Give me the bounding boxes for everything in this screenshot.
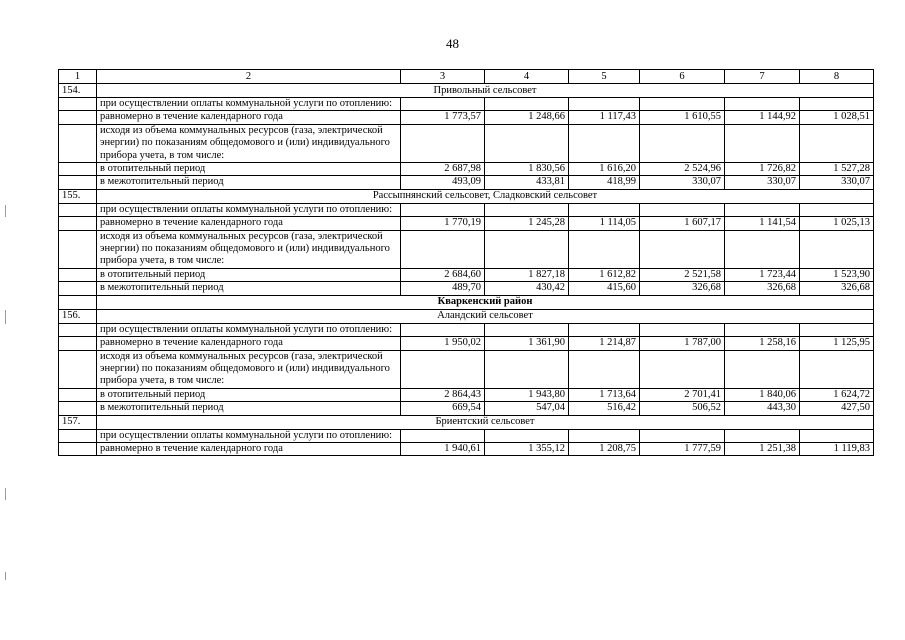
value-cell: 2 701,41: [640, 388, 725, 401]
row-label: в отопительный период: [97, 268, 401, 281]
value-cell: 506,52: [640, 402, 725, 415]
empty-cell: [569, 350, 640, 388]
value-cell: 493,09: [401, 176, 485, 189]
value-cell: 1 840,06: [725, 388, 800, 401]
value-cell: 1 248,66: [485, 111, 569, 124]
value-cell: 1 245,28: [485, 217, 569, 230]
empty-cell: [640, 124, 725, 162]
empty-cell: [569, 429, 640, 442]
row-label: при осуществлении оплаты коммунальной услуги по отоплению:: [97, 323, 401, 336]
value-cell: 1 612,82: [569, 268, 640, 281]
value-cell: 1 624,72: [800, 388, 874, 401]
empty-cell: [569, 98, 640, 111]
text-row: [59, 429, 874, 442]
value-cell: 415,60: [569, 282, 640, 295]
header-cell: 7: [725, 70, 800, 84]
value-cell: 326,68: [800, 282, 874, 295]
value-cell: 1 125,95: [800, 337, 874, 350]
value-cell: 330,07: [725, 176, 800, 189]
value-cell: 1 827,18: [485, 268, 569, 281]
header-cell: 6: [640, 70, 725, 84]
row-index-cell: [59, 124, 97, 162]
empty-cell: [485, 429, 569, 442]
value-cell: 2 864,43: [401, 388, 485, 401]
empty-cell: [569, 203, 640, 216]
empty-cell: [800, 98, 874, 111]
section-title: Привольный сельсовет: [97, 84, 874, 98]
value-cell: 1 114,05: [569, 217, 640, 230]
row-label: равномерно в течение календарного года: [97, 337, 401, 350]
text-row: [59, 230, 874, 268]
empty-cell: [401, 350, 485, 388]
empty-cell: [800, 323, 874, 336]
empty-cell: [569, 230, 640, 268]
data-row: [59, 217, 874, 230]
empty-cell: [485, 98, 569, 111]
row-label: при осуществлении оплаты коммунальной услуги по отоплению:: [97, 429, 401, 442]
value-cell: 489,70: [401, 282, 485, 295]
data-row: [59, 337, 874, 350]
empty-cell: [725, 323, 800, 336]
value-cell: 1 607,17: [640, 217, 725, 230]
value-cell: 669,54: [401, 402, 485, 415]
empty-cell: [800, 350, 874, 388]
empty-cell: [485, 230, 569, 268]
data-row: [59, 163, 874, 176]
value-cell: 2 684,60: [401, 268, 485, 281]
empty-cell: [569, 124, 640, 162]
district-index-cell: [59, 295, 97, 309]
row-index-cell: [59, 323, 97, 336]
empty-cell: [725, 203, 800, 216]
tariff-table: [58, 69, 874, 456]
empty-cell: [485, 350, 569, 388]
empty-cell: [640, 429, 725, 442]
value-cell: 1 950,02: [401, 337, 485, 350]
value-cell: 430,42: [485, 282, 569, 295]
row-index-cell: [59, 402, 97, 415]
empty-cell: [800, 230, 874, 268]
table-body: [59, 70, 874, 456]
empty-cell: [725, 124, 800, 162]
empty-cell: [640, 323, 725, 336]
section-index: 157.: [59, 415, 97, 429]
row-index-cell: [59, 388, 97, 401]
value-cell: 1 777,59: [640, 442, 725, 455]
row-label: равномерно в течение календарного года: [97, 442, 401, 455]
row-index-cell: [59, 282, 97, 295]
row-label: при осуществлении оплаты коммунальной услуги по отоплению:: [97, 203, 401, 216]
value-cell: 326,68: [725, 282, 800, 295]
row-label: в межотопительный период: [97, 282, 401, 295]
empty-cell: [640, 203, 725, 216]
scan-artifact: [5, 572, 6, 580]
section-row: [59, 189, 874, 203]
row-index-cell: [59, 442, 97, 455]
empty-cell: [725, 350, 800, 388]
row-index-cell: [59, 268, 97, 281]
value-cell: 1 025,13: [800, 217, 874, 230]
empty-cell: [800, 124, 874, 162]
value-cell: 1 723,44: [725, 268, 800, 281]
row-label: в отопительный период: [97, 388, 401, 401]
empty-cell: [640, 350, 725, 388]
section-row: [59, 309, 874, 323]
value-cell: 1 208,75: [569, 442, 640, 455]
empty-cell: [725, 230, 800, 268]
row-index-cell: [59, 98, 97, 111]
data-row: [59, 268, 874, 281]
section-row: [59, 84, 874, 98]
data-row: [59, 111, 874, 124]
district-title: Кваркенский район: [97, 295, 874, 309]
value-cell: 1 119,83: [800, 442, 874, 455]
empty-cell: [401, 203, 485, 216]
row-label: исходя из объема коммунальных ресурсов (газа, электрической энергии) по показаниям общедомового и (или) индивидуального прибора учета, в том числе:: [97, 350, 401, 388]
row-index-cell: [59, 429, 97, 442]
value-cell: 1 830,56: [485, 163, 569, 176]
row-index-cell: [59, 203, 97, 216]
section-title: Аландский сельсовет: [97, 309, 874, 323]
value-cell: 1 770,19: [401, 217, 485, 230]
value-cell: 418,99: [569, 176, 640, 189]
value-cell: 2 524,96: [640, 163, 725, 176]
row-label: в межотопительный период: [97, 176, 401, 189]
data-row: [59, 176, 874, 189]
value-cell: 1 144,92: [725, 111, 800, 124]
row-label: в отопительный период: [97, 163, 401, 176]
text-row: [59, 203, 874, 216]
value-cell: 330,07: [640, 176, 725, 189]
scan-artifact: [5, 488, 6, 500]
header-cell: 1: [59, 70, 97, 84]
row-label: равномерно в течение календарного года: [97, 217, 401, 230]
row-label: исходя из объема коммунальных ресурсов (газа, электрической энергии) по показаниям общедомового и (или) индивидуального прибора учета, в том числе:: [97, 230, 401, 268]
header-cell: 3: [401, 70, 485, 84]
value-cell: 1 361,90: [485, 337, 569, 350]
value-cell: 1 117,43: [569, 111, 640, 124]
data-row: [59, 402, 874, 415]
empty-cell: [401, 124, 485, 162]
data-row: [59, 282, 874, 295]
empty-cell: [640, 98, 725, 111]
header-cell: 5: [569, 70, 640, 84]
value-cell: 330,07: [800, 176, 874, 189]
value-cell: 2 687,98: [401, 163, 485, 176]
text-row: [59, 98, 874, 111]
row-index-cell: [59, 337, 97, 350]
value-cell: 1 773,57: [401, 111, 485, 124]
value-cell: 1 355,12: [485, 442, 569, 455]
text-row: [59, 124, 874, 162]
empty-cell: [725, 98, 800, 111]
empty-cell: [800, 203, 874, 216]
header-cell: 8: [800, 70, 874, 84]
value-cell: 1 787,00: [640, 337, 725, 350]
section-title: Рассыпнянский сельсовет, Сладковский сельсовет: [97, 189, 874, 203]
value-cell: 1 527,28: [800, 163, 874, 176]
row-index-cell: [59, 176, 97, 189]
empty-cell: [401, 429, 485, 442]
empty-cell: [401, 323, 485, 336]
header-row: [59, 70, 874, 84]
empty-cell: [401, 230, 485, 268]
section-index: 155.: [59, 189, 97, 203]
scan-artifact: [5, 310, 6, 324]
value-cell: 1 251,38: [725, 442, 800, 455]
empty-cell: [800, 429, 874, 442]
row-index-cell: [59, 111, 97, 124]
row-index-cell: [59, 230, 97, 268]
value-cell: 1 943,80: [485, 388, 569, 401]
row-index-cell: [59, 350, 97, 388]
value-cell: 516,42: [569, 402, 640, 415]
value-cell: 1 258,16: [725, 337, 800, 350]
header-cell: 4: [485, 70, 569, 84]
value-cell: 443,30: [725, 402, 800, 415]
data-row: [59, 442, 874, 455]
value-cell: 1 616,20: [569, 163, 640, 176]
value-cell: 1 610,55: [640, 111, 725, 124]
value-cell: 1 523,90: [800, 268, 874, 281]
empty-cell: [485, 323, 569, 336]
empty-cell: [640, 230, 725, 268]
value-cell: 433,81: [485, 176, 569, 189]
row-label: в межотопительный период: [97, 402, 401, 415]
empty-cell: [485, 203, 569, 216]
section-row: [59, 415, 874, 429]
row-label: исходя из объема коммунальных ресурсов (газа, электрической энергии) по показаниям общедомового и (или) индивидуального прибора учета, в том числе:: [97, 124, 401, 162]
district-row: [59, 295, 874, 309]
value-cell: 326,68: [640, 282, 725, 295]
scan-artifact: [5, 205, 6, 217]
empty-cell: [569, 323, 640, 336]
row-index-cell: [59, 163, 97, 176]
text-row: [59, 350, 874, 388]
empty-cell: [401, 98, 485, 111]
value-cell: 1 940,61: [401, 442, 485, 455]
value-cell: 1 713,64: [569, 388, 640, 401]
value-cell: 1 726,82: [725, 163, 800, 176]
value-cell: 1 141,54: [725, 217, 800, 230]
row-label: при осуществлении оплаты коммунальной услуги по отоплению:: [97, 98, 401, 111]
empty-cell: [485, 124, 569, 162]
value-cell: 1 028,51: [800, 111, 874, 124]
section-index: 154.: [59, 84, 97, 98]
section-title: Бриентский сельсовет: [97, 415, 874, 429]
data-row: [59, 388, 874, 401]
empty-cell: [725, 429, 800, 442]
section-index: 156.: [59, 309, 97, 323]
row-label: равномерно в течение календарного года: [97, 111, 401, 124]
header-cell: 2: [97, 70, 401, 84]
value-cell: 547,04: [485, 402, 569, 415]
value-cell: 427,50: [800, 402, 874, 415]
value-cell: 2 521,58: [640, 268, 725, 281]
value-cell: 1 214,87: [569, 337, 640, 350]
page-number: 48: [446, 36, 459, 51]
text-row: [59, 323, 874, 336]
row-index-cell: [59, 217, 97, 230]
